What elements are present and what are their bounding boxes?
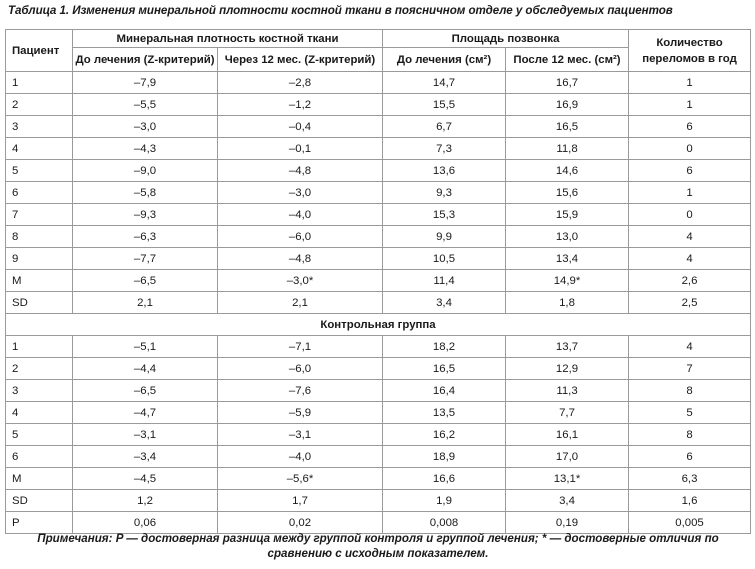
row-label: 4	[6, 138, 73, 160]
table-cell: 7	[629, 358, 751, 380]
table-cell: 5	[629, 402, 751, 424]
table-cell: –0,1	[218, 138, 383, 160]
table-cell: 15,3	[383, 204, 506, 226]
table-cell: 13,4	[506, 248, 629, 270]
table-cell: 15,9	[506, 204, 629, 226]
table-cell: 8	[629, 424, 751, 446]
table-row	[6, 468, 751, 490]
table-cell: 17,0	[506, 446, 629, 468]
row-label: 2	[6, 94, 73, 116]
table-row	[6, 402, 751, 424]
table-cell: 11,8	[506, 138, 629, 160]
section-row	[6, 314, 751, 336]
table-cell: 15,6	[506, 182, 629, 204]
table-cell: –5,5	[73, 94, 218, 116]
table-cell: –4,8	[218, 160, 383, 182]
table-cell: 0,005	[629, 512, 751, 534]
table-cell: –9,3	[73, 204, 218, 226]
table-cell: 3,4	[383, 292, 506, 314]
table-cell: –3,4	[73, 446, 218, 468]
table-cell: –6,5	[73, 380, 218, 402]
table-cell: –4,3	[73, 138, 218, 160]
table-cell: –6,5	[73, 270, 218, 292]
table-note: Примечания: P — достоверная разница между группой контроля и группой лечения; * — достоверные отличия по сравнению с исходным показателем.	[37, 532, 719, 560]
row-label: 3	[6, 380, 73, 402]
row-label: P	[6, 512, 73, 534]
table-cell: 4	[629, 248, 751, 270]
row-label: 9	[6, 248, 73, 270]
table-cell: 9,9	[383, 226, 506, 248]
table-row	[6, 512, 751, 534]
table-cell: –4,8	[218, 248, 383, 270]
table-cell: 13,6	[383, 160, 506, 182]
table-cell: 8	[629, 380, 751, 402]
table-cell: –3,0	[73, 116, 218, 138]
table-cell: 0,06	[73, 512, 218, 534]
table-cell: 3,4	[506, 490, 629, 512]
table-row	[6, 72, 751, 94]
table-cell: 1,9	[383, 490, 506, 512]
table-body	[6, 72, 751, 534]
table-cell: 16,9	[506, 94, 629, 116]
table-cell: 1	[629, 72, 751, 94]
bmd-table	[5, 29, 751, 534]
table-row	[6, 336, 751, 358]
table-row	[6, 204, 751, 226]
table-cell: 16,2	[383, 424, 506, 446]
table-cell: 7,3	[383, 138, 506, 160]
table-cell: –3,0*	[218, 270, 383, 292]
table-cell: –6,3	[73, 226, 218, 248]
row-label: 6	[6, 182, 73, 204]
table-cell: 16,1	[506, 424, 629, 446]
control-group-label: Контрольная группа	[6, 314, 751, 336]
table-cell: 0,008	[383, 512, 506, 534]
table-cell: –4,0	[218, 446, 383, 468]
table-cell: 0,19	[506, 512, 629, 534]
row-label: 3	[6, 116, 73, 138]
table-cell: 2,5	[629, 292, 751, 314]
table-cell: –6,0	[218, 226, 383, 248]
table-cell: 13,5	[383, 402, 506, 424]
table-cell: 13,1*	[506, 468, 629, 490]
header-fractures: Количество переломов в год	[629, 30, 751, 72]
table-cell: –3,0	[218, 182, 383, 204]
table-row	[6, 292, 751, 314]
row-label: SD	[6, 292, 73, 314]
table-cell: 1,6	[629, 490, 751, 512]
table-cell: 6	[629, 446, 751, 468]
table-cell: 2,6	[629, 270, 751, 292]
table-row	[6, 424, 751, 446]
table-cell: –2,8	[218, 72, 383, 94]
header-bmd-before: До лечения (Z-критерий)	[73, 48, 218, 72]
table-row	[6, 226, 751, 248]
table-cell: –4,5	[73, 468, 218, 490]
table-row	[6, 446, 751, 468]
table-cell: 6	[629, 116, 751, 138]
row-label: 8	[6, 226, 73, 248]
table-cell: –1,2	[218, 94, 383, 116]
table-cell: 13,0	[506, 226, 629, 248]
table-cell: –5,6*	[218, 468, 383, 490]
header-area-after: После 12 мес. (см²)	[506, 48, 629, 72]
table-cell: 1,7	[218, 490, 383, 512]
table-cell: –3,1	[73, 424, 218, 446]
table-cell: 2,1	[73, 292, 218, 314]
table-cell: –5,9	[218, 402, 383, 424]
table-cell: 16,7	[506, 72, 629, 94]
table-row	[6, 160, 751, 182]
table-cell: –7,9	[73, 72, 218, 94]
table-cell: 0	[629, 138, 751, 160]
table-cell: –7,1	[218, 336, 383, 358]
row-label: 1	[6, 336, 73, 358]
table-cell: –4,0	[218, 204, 383, 226]
header-bmd-after: Через 12 мес. (Z-критерий)	[218, 48, 383, 72]
header-bmd: Минеральная плотность костной ткани	[73, 30, 383, 48]
table-cell: 1	[629, 94, 751, 116]
table-cell: 6	[629, 160, 751, 182]
table-cell: –7,7	[73, 248, 218, 270]
row-label: SD	[6, 490, 73, 512]
table-cell: 4	[629, 226, 751, 248]
table-cell: 9,3	[383, 182, 506, 204]
table-cell: –9,0	[73, 160, 218, 182]
row-label: 6	[6, 446, 73, 468]
row-label: M	[6, 468, 73, 490]
row-label: M	[6, 270, 73, 292]
table-cell: 14,6	[506, 160, 629, 182]
row-label: 2	[6, 358, 73, 380]
table-cell: –4,4	[73, 358, 218, 380]
row-label: 7	[6, 204, 73, 226]
table-cell: 0,02	[218, 512, 383, 534]
table-row	[6, 358, 751, 380]
table-cell: 14,9*	[506, 270, 629, 292]
table-cell: –6,0	[218, 358, 383, 380]
table-row	[6, 380, 751, 402]
table-cell: –7,6	[218, 380, 383, 402]
header-area: Площадь позвонка	[383, 30, 629, 48]
table-row	[6, 248, 751, 270]
row-label: 1	[6, 72, 73, 94]
table-cell: 4	[629, 336, 751, 358]
table-cell: 15,5	[383, 94, 506, 116]
table-cell: 1,8	[506, 292, 629, 314]
table-cell: 10,5	[383, 248, 506, 270]
table-cell: 0	[629, 204, 751, 226]
table-cell: –5,1	[73, 336, 218, 358]
table-cell: –4,7	[73, 402, 218, 424]
table-cell: 11,4	[383, 270, 506, 292]
table-cell: 16,6	[383, 468, 506, 490]
table-cell: 13,7	[506, 336, 629, 358]
header-patient: Пациент	[6, 30, 73, 72]
table-cell: 1	[629, 182, 751, 204]
table-cell: 1,2	[73, 490, 218, 512]
table-title: Таблица 1. Изменения минеральной плотности костной ткани в поясничном отделе у обследуемых пациентов	[8, 4, 673, 17]
row-label: 4	[6, 402, 73, 424]
table-row	[6, 182, 751, 204]
table-cell: 2,1	[218, 292, 383, 314]
table-row	[6, 490, 751, 512]
table-cell: –0,4	[218, 116, 383, 138]
table-row	[6, 116, 751, 138]
table-cell: 6,3	[629, 468, 751, 490]
table-cell: 16,5	[383, 358, 506, 380]
table-cell: 16,5	[506, 116, 629, 138]
header-area-before: До лечения (см²)	[383, 48, 506, 72]
table-row	[6, 138, 751, 160]
table-row	[6, 94, 751, 116]
table-cell: 12,9	[506, 358, 629, 380]
table-cell: –5,8	[73, 182, 218, 204]
table-cell: 14,7	[383, 72, 506, 94]
table-cell: –3,1	[218, 424, 383, 446]
table-cell: 7,7	[506, 402, 629, 424]
table-cell: 18,2	[383, 336, 506, 358]
table-cell: 6,7	[383, 116, 506, 138]
row-label: 5	[6, 424, 73, 446]
table-row	[6, 270, 751, 292]
table-cell: 18,9	[383, 446, 506, 468]
table-cell: 11,3	[506, 380, 629, 402]
table-cell: 16,4	[383, 380, 506, 402]
row-label: 5	[6, 160, 73, 182]
